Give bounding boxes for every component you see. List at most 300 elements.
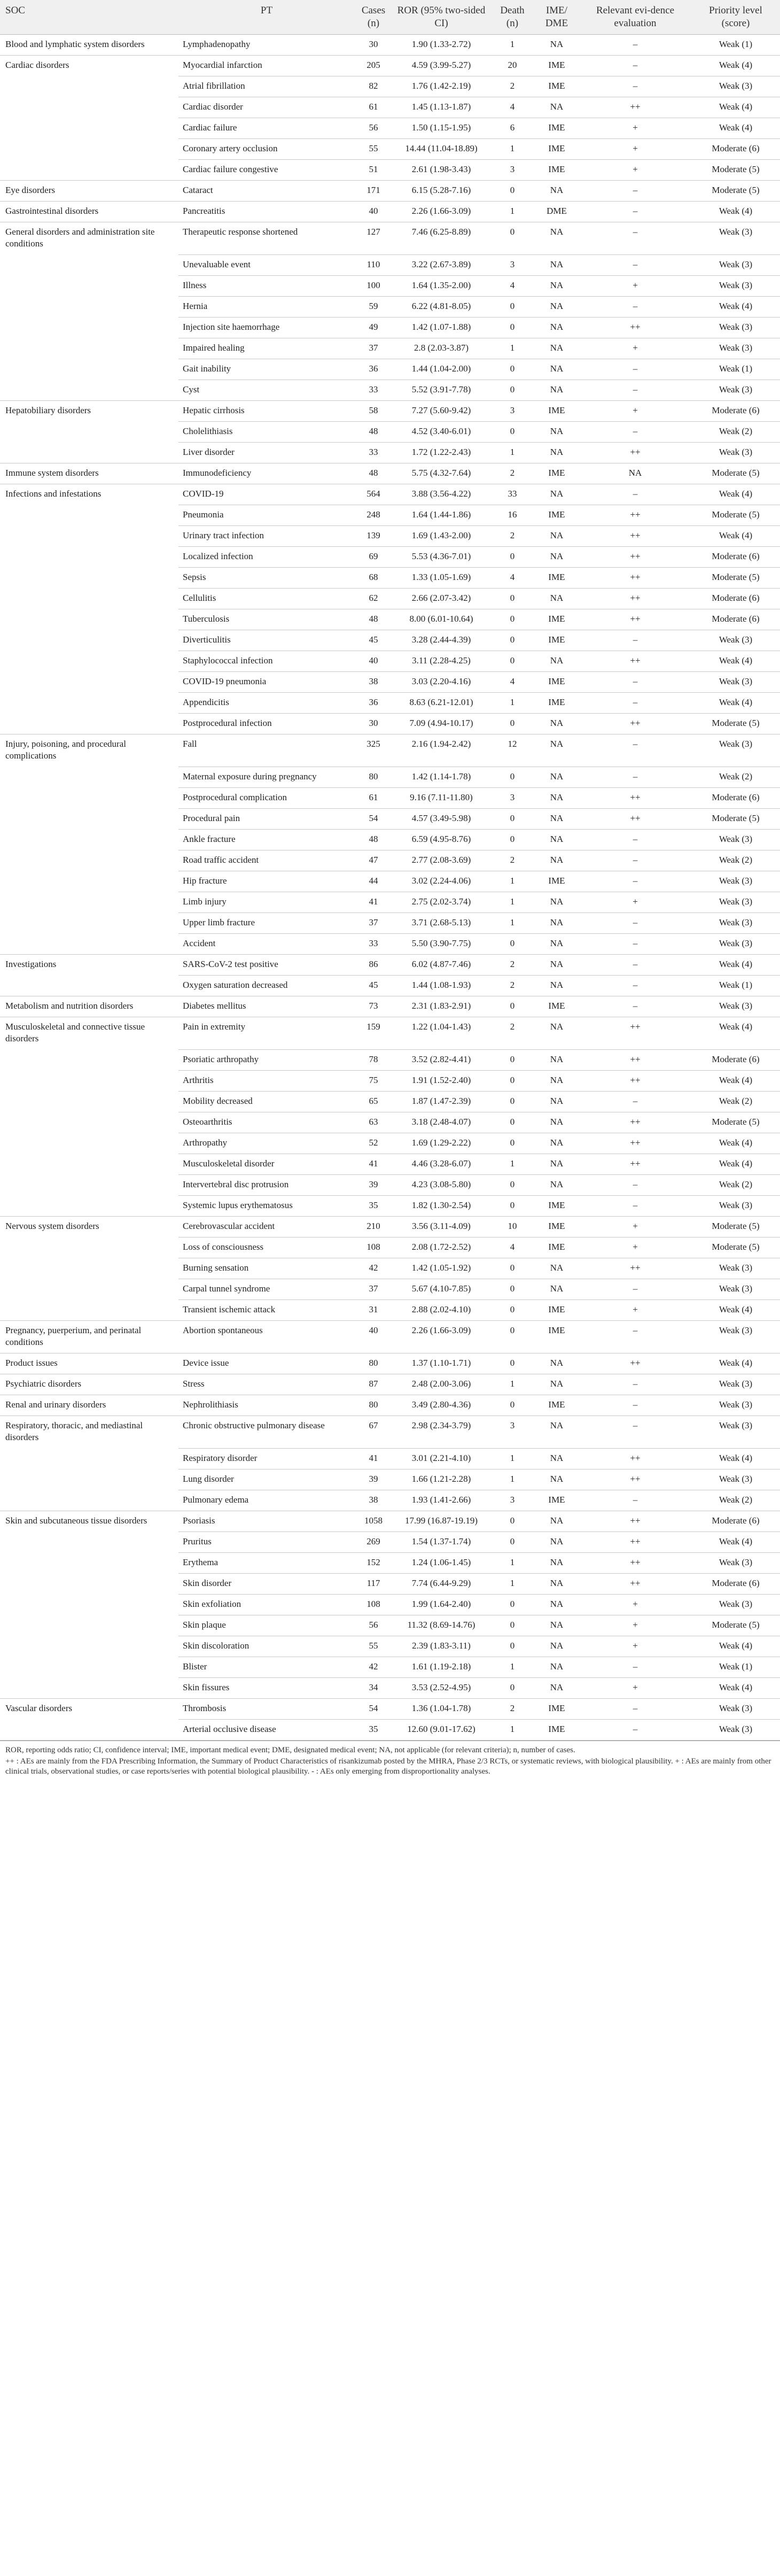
cell-soc xyxy=(0,526,178,547)
cell-death: 1 xyxy=(490,913,534,934)
cell-priority: Weak (3) xyxy=(691,255,780,276)
cell-ror: 11.32 (8.69-14.76) xyxy=(392,1615,490,1636)
table-row xyxy=(0,380,780,401)
table-row xyxy=(0,222,780,255)
table-row xyxy=(0,1395,780,1416)
cell-priority: Weak (4) xyxy=(691,651,780,672)
cell-evidence: + xyxy=(579,160,691,181)
cell-cases: 37 xyxy=(355,338,392,359)
cell-ror: 12.60 (9.01-17.62) xyxy=(392,1720,490,1740)
cell-soc xyxy=(0,1553,178,1574)
cell-ror: 2.75 (2.02-3.74) xyxy=(392,892,490,913)
cell-pt: Tuberculosis xyxy=(178,609,355,630)
cell-pt: Blister xyxy=(178,1657,355,1678)
cell-pt: COVID-19 xyxy=(178,484,355,505)
cell-death: 0 xyxy=(490,547,534,568)
cell-death: 1 xyxy=(490,1574,534,1595)
cell-death: 4 xyxy=(490,672,534,693)
table-row xyxy=(0,788,780,809)
cell-cases: 152 xyxy=(355,1553,392,1574)
table-row xyxy=(0,1217,780,1237)
table-row xyxy=(0,1595,780,1615)
cell-ime-dme: NA xyxy=(534,181,579,202)
cell-evidence: – xyxy=(579,380,691,401)
cell-priority: Weak (2) xyxy=(691,767,780,788)
cell-ror: 2.48 (2.00-3.06) xyxy=(392,1374,490,1395)
cell-ror: 1.36 (1.04-1.78) xyxy=(392,1699,490,1720)
cell-ime-dme: NA xyxy=(534,276,579,297)
cell-priority: Moderate (5) xyxy=(691,1112,780,1133)
cell-ror: 2.26 (1.66-3.09) xyxy=(392,202,490,222)
cell-evidence: ++ xyxy=(579,809,691,830)
cell-evidence: ++ xyxy=(579,1574,691,1595)
cell-ror: 2.26 (1.66-3.09) xyxy=(392,1321,490,1353)
cell-priority: Weak (4) xyxy=(691,1353,780,1374)
cell-cases: 47 xyxy=(355,850,392,871)
cell-soc xyxy=(0,422,178,443)
cell-ror: 7.09 (4.94-10.17) xyxy=(392,714,490,734)
cell-evidence: ++ xyxy=(579,1449,691,1469)
cell-cases: 564 xyxy=(355,484,392,505)
cell-death: 0 xyxy=(490,1395,534,1416)
cell-ror: 1.72 (1.22-2.43) xyxy=(392,443,490,463)
cell-cases: 41 xyxy=(355,1449,392,1469)
table-row xyxy=(0,1321,780,1353)
table-row xyxy=(0,1532,780,1553)
cell-evidence: + xyxy=(579,1237,691,1258)
cell-cases: 54 xyxy=(355,809,392,830)
cell-soc xyxy=(0,1469,178,1490)
cell-priority: Weak (3) xyxy=(691,996,780,1017)
cell-soc xyxy=(0,1636,178,1657)
cell-ime-dme: IME xyxy=(534,1720,579,1740)
cell-evidence: + xyxy=(579,338,691,359)
cell-cases: 1058 xyxy=(355,1511,392,1532)
cell-pt: Nephrolithiasis xyxy=(178,1395,355,1416)
cell-ime-dme: IME xyxy=(534,609,579,630)
cell-death: 4 xyxy=(490,568,534,589)
table-row xyxy=(0,526,780,547)
cell-priority: Weak (3) xyxy=(691,871,780,892)
cell-soc xyxy=(0,1449,178,1469)
cell-cases: 58 xyxy=(355,401,392,422)
cell-ime-dme: NA xyxy=(534,1469,579,1490)
cell-evidence: ++ xyxy=(579,1553,691,1574)
cell-evidence: ++ xyxy=(579,1133,691,1154)
cell-evidence: – xyxy=(579,202,691,222)
cell-cases: 80 xyxy=(355,1395,392,1416)
cell-priority: Weak (4) xyxy=(691,1678,780,1699)
table-row xyxy=(0,401,780,422)
cell-priority: Weak (3) xyxy=(691,1395,780,1416)
table-header xyxy=(0,0,780,35)
table-row xyxy=(0,359,780,380)
cell-soc: Vascular disorders xyxy=(0,1699,178,1720)
cell-ime-dme: NA xyxy=(534,1112,579,1133)
cell-ime-dme: NA xyxy=(534,359,579,380)
cell-ime-dme: IME xyxy=(534,630,579,651)
cell-cases: 80 xyxy=(355,1353,392,1374)
cell-ime-dme: IME xyxy=(534,1490,579,1511)
cell-soc xyxy=(0,871,178,892)
cell-death: 10 xyxy=(490,1217,534,1237)
table-row xyxy=(0,1050,780,1071)
cell-death: 2 xyxy=(490,1017,534,1050)
cell-soc xyxy=(0,1071,178,1092)
cell-death: 0 xyxy=(490,1321,534,1353)
cell-evidence: ++ xyxy=(579,589,691,609)
cell-evidence: ++ xyxy=(579,788,691,809)
cell-soc xyxy=(0,1237,178,1258)
cell-ime-dme: DME xyxy=(534,202,579,222)
cell-ror: 1.45 (1.13-1.87) xyxy=(392,97,490,118)
cell-priority: Weak (3) xyxy=(691,1374,780,1395)
cell-evidence: + xyxy=(579,1678,691,1699)
cell-soc: Renal and urinary disorders xyxy=(0,1395,178,1416)
cell-ime-dme: NA xyxy=(534,318,579,338)
cell-death: 3 xyxy=(490,1490,534,1511)
cell-death: 0 xyxy=(490,1353,534,1374)
cell-soc xyxy=(0,1258,178,1279)
cell-evidence: – xyxy=(579,255,691,276)
cell-pt: Skin exfoliation xyxy=(178,1595,355,1615)
cell-priority: Moderate (5) xyxy=(691,1615,780,1636)
table-row xyxy=(0,276,780,297)
cell-death: 0 xyxy=(490,630,534,651)
header-ime-dme: IME/ DME xyxy=(534,0,579,35)
cell-priority: Weak (4) xyxy=(691,1133,780,1154)
cell-soc xyxy=(0,1050,178,1071)
cell-priority: Weak (3) xyxy=(691,734,780,767)
cell-death: 1 xyxy=(490,1154,534,1175)
cell-ror: 3.22 (2.67-3.89) xyxy=(392,255,490,276)
table-row xyxy=(0,1490,780,1511)
table-row xyxy=(0,1553,780,1574)
cell-evidence: + xyxy=(579,892,691,913)
cell-soc xyxy=(0,1154,178,1175)
cell-ime-dme: NA xyxy=(534,1511,579,1532)
cell-priority: Weak (1) xyxy=(691,1657,780,1678)
cell-cases: 35 xyxy=(355,1196,392,1217)
cell-death: 0 xyxy=(490,767,534,788)
table-row xyxy=(0,672,780,693)
cell-ror: 2.98 (2.34-3.79) xyxy=(392,1416,490,1449)
cell-pt: Gait inability xyxy=(178,359,355,380)
cell-soc xyxy=(0,276,178,297)
cell-soc xyxy=(0,359,178,380)
cell-cases: 68 xyxy=(355,568,392,589)
cell-death: 3 xyxy=(490,788,534,809)
table-row xyxy=(0,651,780,672)
table-row xyxy=(0,181,780,202)
cell-priority: Moderate (5) xyxy=(691,809,780,830)
cell-evidence: + xyxy=(579,139,691,160)
cell-evidence: – xyxy=(579,672,691,693)
cell-ime-dme: NA xyxy=(534,1133,579,1154)
cell-soc xyxy=(0,443,178,463)
cell-ime-dme: NA xyxy=(534,1636,579,1657)
cell-ror: 2.8 (2.03-3.87) xyxy=(392,338,490,359)
cell-ime-dme: NA xyxy=(534,788,579,809)
cell-soc xyxy=(0,318,178,338)
cell-cases: 73 xyxy=(355,996,392,1017)
cell-pt: Illness xyxy=(178,276,355,297)
cell-soc xyxy=(0,1300,178,1321)
cell-ime-dme: NA xyxy=(534,1154,579,1175)
cell-soc xyxy=(0,547,178,568)
cell-priority: Weak (3) xyxy=(691,1258,780,1279)
cell-cases: 31 xyxy=(355,1300,392,1321)
cell-ime-dme: IME xyxy=(534,568,579,589)
cell-soc xyxy=(0,255,178,276)
cell-ime-dme: NA xyxy=(534,1017,579,1050)
cell-ror: 3.49 (2.80-4.36) xyxy=(392,1395,490,1416)
cell-ror: 2.39 (1.83-3.11) xyxy=(392,1636,490,1657)
cell-ime-dme: NA xyxy=(534,1092,579,1112)
cell-ime-dme: IME xyxy=(534,1300,579,1321)
cell-soc xyxy=(0,589,178,609)
table-row xyxy=(0,1374,780,1395)
table-row xyxy=(0,1237,780,1258)
cell-ror: 2.08 (1.72-2.52) xyxy=(392,1237,490,1258)
cell-priority: Weak (3) xyxy=(691,1720,780,1740)
cell-soc xyxy=(0,1092,178,1112)
cell-evidence: ++ xyxy=(579,651,691,672)
cell-ror: 7.74 (6.44-9.29) xyxy=(392,1574,490,1595)
cell-evidence: – xyxy=(579,297,691,318)
table-row xyxy=(0,255,780,276)
table-row xyxy=(0,547,780,568)
cell-priority: Weak (3) xyxy=(691,1699,780,1720)
cell-evidence: – xyxy=(579,359,691,380)
cell-cases: 40 xyxy=(355,1321,392,1353)
cell-ror: 14.44 (11.04-18.89) xyxy=(392,139,490,160)
cell-pt: Liver disorder xyxy=(178,443,355,463)
cell-soc: Gastrointestinal disorders xyxy=(0,202,178,222)
cell-ror: 1.99 (1.64-2.40) xyxy=(392,1595,490,1615)
cell-priority: Weak (4) xyxy=(691,1636,780,1657)
cell-evidence: – xyxy=(579,76,691,97)
cell-pt: Erythema xyxy=(178,1553,355,1574)
cell-ror: 1.64 (1.35-2.00) xyxy=(392,276,490,297)
table-row xyxy=(0,1279,780,1300)
table-row xyxy=(0,830,780,850)
cell-soc xyxy=(0,1133,178,1154)
cell-soc xyxy=(0,505,178,526)
table-row xyxy=(0,589,780,609)
table-row xyxy=(0,118,780,139)
cell-ror: 5.53 (4.36-7.01) xyxy=(392,547,490,568)
cell-cases: 49 xyxy=(355,318,392,338)
table-row xyxy=(0,1300,780,1321)
cell-soc xyxy=(0,1574,178,1595)
cell-evidence: + xyxy=(579,1217,691,1237)
cell-cases: 56 xyxy=(355,1615,392,1636)
cell-soc xyxy=(0,1615,178,1636)
cell-evidence: – xyxy=(579,1175,691,1196)
cell-priority: Weak (3) xyxy=(691,630,780,651)
header-row xyxy=(0,0,780,35)
cell-evidence: + xyxy=(579,1300,691,1321)
cell-death: 1 xyxy=(490,1657,534,1678)
cell-ror: 6.15 (5.28-7.16) xyxy=(392,181,490,202)
cell-pt: Localized infection xyxy=(178,547,355,568)
cell-death: 1 xyxy=(490,1720,534,1740)
cell-death: 3 xyxy=(490,1416,534,1449)
cell-cases: 33 xyxy=(355,380,392,401)
cell-pt: Oxygen saturation decreased xyxy=(178,976,355,996)
cell-priority: Moderate (6) xyxy=(691,547,780,568)
cell-evidence: + xyxy=(579,276,691,297)
header-soc: SOC xyxy=(0,0,178,35)
cell-ror: 8.63 (6.21-12.01) xyxy=(392,693,490,714)
cell-cases: 51 xyxy=(355,160,392,181)
cell-ime-dme: NA xyxy=(534,830,579,850)
cell-ror: 1.91 (1.52-2.40) xyxy=(392,1071,490,1092)
cell-ror: 1.76 (1.42-2.19) xyxy=(392,76,490,97)
cell-evidence: – xyxy=(579,1699,691,1720)
cell-pt: Immunodeficiency xyxy=(178,463,355,484)
cell-pt: Chronic obstructive pulmonary disease xyxy=(178,1416,355,1449)
cell-cases: 30 xyxy=(355,35,392,56)
cell-soc: Product issues xyxy=(0,1353,178,1374)
cell-death: 0 xyxy=(490,1300,534,1321)
cell-pt: Postprocedural complication xyxy=(178,788,355,809)
cell-soc xyxy=(0,850,178,871)
cell-evidence: – xyxy=(579,1395,691,1416)
table-row xyxy=(0,892,780,913)
cell-soc: Respiratory, thoracic, and mediastinal disorders xyxy=(0,1416,178,1449)
table-row xyxy=(0,1071,780,1092)
cell-evidence: ++ xyxy=(579,1017,691,1050)
table-row xyxy=(0,734,780,767)
cell-priority: Weak (4) xyxy=(691,693,780,714)
cell-cases: 61 xyxy=(355,788,392,809)
cell-ime-dme: NA xyxy=(534,976,579,996)
cell-ror: 9.16 (7.11-11.80) xyxy=(392,788,490,809)
cell-priority: Weak (4) xyxy=(691,1017,780,1050)
cell-priority: Weak (3) xyxy=(691,892,780,913)
cell-evidence: – xyxy=(579,1490,691,1511)
cell-soc xyxy=(0,892,178,913)
table-row xyxy=(0,714,780,734)
cell-ime-dme: IME xyxy=(534,160,579,181)
cell-cases: 87 xyxy=(355,1374,392,1395)
table-row xyxy=(0,955,780,976)
cell-soc xyxy=(0,1720,178,1740)
cell-pt: Coronary artery occlusion xyxy=(178,139,355,160)
cell-pt: Device issue xyxy=(178,1353,355,1374)
cell-pt: Osteoarthritis xyxy=(178,1112,355,1133)
cell-pt: Cardiac failure congestive xyxy=(178,160,355,181)
cell-soc xyxy=(0,1490,178,1511)
cell-priority: Weak (3) xyxy=(691,1279,780,1300)
cell-priority: Moderate (5) xyxy=(691,1237,780,1258)
cell-priority: Weak (3) xyxy=(691,1321,780,1353)
cell-death: 0 xyxy=(490,996,534,1017)
cell-soc xyxy=(0,97,178,118)
cell-priority: Weak (3) xyxy=(691,318,780,338)
table-row xyxy=(0,1092,780,1112)
table-row xyxy=(0,1574,780,1595)
cell-soc xyxy=(0,1678,178,1699)
cell-evidence: – xyxy=(579,976,691,996)
cell-priority: Weak (3) xyxy=(691,934,780,955)
table-row xyxy=(0,1678,780,1699)
table-body xyxy=(0,35,780,1740)
cell-death: 2 xyxy=(490,955,534,976)
cell-priority: Weak (3) xyxy=(691,672,780,693)
cell-pt: Burning sensation xyxy=(178,1258,355,1279)
cell-ime-dme: NA xyxy=(534,850,579,871)
cell-ror: 5.50 (3.90-7.75) xyxy=(392,934,490,955)
table-row xyxy=(0,996,780,1017)
cell-ime-dme: NA xyxy=(534,547,579,568)
cell-soc: Hepatobiliary disorders xyxy=(0,401,178,422)
cell-priority: Weak (3) xyxy=(691,380,780,401)
cell-priority: Weak (4) xyxy=(691,955,780,976)
cell-death: 4 xyxy=(490,97,534,118)
table-row xyxy=(0,56,780,76)
table-row xyxy=(0,609,780,630)
cell-priority: Weak (1) xyxy=(691,976,780,996)
cell-ror: 1.22 (1.04-1.43) xyxy=(392,1017,490,1050)
cell-death: 3 xyxy=(490,160,534,181)
cell-death: 0 xyxy=(490,714,534,734)
cell-priority: Weak (2) xyxy=(691,1490,780,1511)
cell-priority: Weak (3) xyxy=(691,1553,780,1574)
cell-pt: Therapeutic response shortened xyxy=(178,222,355,255)
table-row xyxy=(0,934,780,955)
cell-death: 6 xyxy=(490,118,534,139)
table-row xyxy=(0,97,780,118)
cell-death: 0 xyxy=(490,1071,534,1092)
cell-priority: Weak (3) xyxy=(691,276,780,297)
cell-death: 1 xyxy=(490,139,534,160)
cell-evidence: – xyxy=(579,871,691,892)
table-row xyxy=(0,1258,780,1279)
cell-death: 0 xyxy=(490,1196,534,1217)
cell-death: 0 xyxy=(490,1092,534,1112)
table-row xyxy=(0,1469,780,1490)
cell-ror: 3.88 (3.56-4.22) xyxy=(392,484,490,505)
cell-death: 1 xyxy=(490,1553,534,1574)
cell-priority: Weak (2) xyxy=(691,850,780,871)
cell-cases: 40 xyxy=(355,651,392,672)
cell-priority: Moderate (5) xyxy=(691,714,780,734)
cell-death: 3 xyxy=(490,255,534,276)
cell-ime-dme: IME xyxy=(534,672,579,693)
cell-ror: 1.42 (1.07-1.88) xyxy=(392,318,490,338)
cell-priority: Weak (3) xyxy=(691,830,780,850)
table-row xyxy=(0,338,780,359)
cell-cases: 139 xyxy=(355,526,392,547)
table-row xyxy=(0,809,780,830)
cell-death: 1 xyxy=(490,1449,534,1469)
cell-priority: Moderate (6) xyxy=(691,1050,780,1071)
cell-cases: 78 xyxy=(355,1050,392,1071)
table-row xyxy=(0,1196,780,1217)
cell-cases: 82 xyxy=(355,76,392,97)
cell-ror: 4.59 (3.99-5.27) xyxy=(392,56,490,76)
cell-ime-dme: IME xyxy=(534,1237,579,1258)
cell-pt: Fall xyxy=(178,734,355,767)
cell-cases: 100 xyxy=(355,276,392,297)
cell-ror: 3.52 (2.82-4.41) xyxy=(392,1050,490,1071)
cell-ror: 3.01 (2.21-4.10) xyxy=(392,1449,490,1469)
cell-cases: 48 xyxy=(355,830,392,850)
cell-pt: Hernia xyxy=(178,297,355,318)
